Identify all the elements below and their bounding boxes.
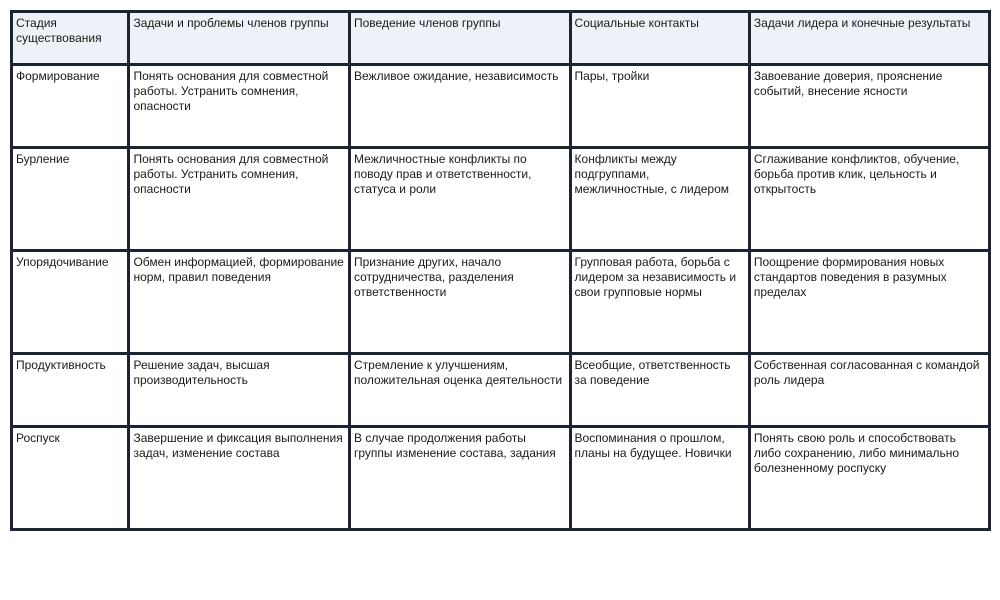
table-row <box>12 65 990 148</box>
header-row <box>12 12 990 65</box>
member-behavior-cell: Признание других, начало сотрудничества, разделения ответственности <box>350 251 571 354</box>
social-contacts-cell: Всеобщие, ответственность за поведение <box>570 354 749 427</box>
table-row <box>12 354 990 427</box>
leader-tasks-cell: Собственная согласованная с командой роль лидера <box>749 354 989 427</box>
leader-tasks-cell: Сглаживание конфликтов, обучение, борьба против клик, цельность и открытость <box>749 148 989 251</box>
member-behavior-cell: Межличностные конфликты по поводу прав и ответственности, статуса и роли <box>350 148 571 251</box>
social-contacts-cell: Воспоминания о прошлом, планы на будущее. Новички <box>570 427 749 530</box>
header-member-tasks: Задачи и проблемы членов группы <box>129 12 350 65</box>
member-tasks-cell: Завершение и фиксация выполнения задач, изменение состава <box>129 427 350 530</box>
table-row <box>12 251 990 354</box>
header-social-contacts: Социальные контакты <box>570 12 749 65</box>
member-behavior-cell: В случае продолжения работы группы изменение состава, задания <box>350 427 571 530</box>
member-tasks-cell: Обмен информацией, формирование норм, правил поведения <box>129 251 350 354</box>
member-behavior-cell: Стремление к улучшениям, положительная оценка деятельности <box>350 354 571 427</box>
table-row <box>12 427 990 530</box>
member-behavior-cell: Вежливое ожидание, независимость <box>350 65 571 148</box>
header-stage: Стадия существования <box>12 12 129 65</box>
member-tasks-cell: Понять основания для совместной работы. Устранить сомнения, опасности <box>129 65 350 148</box>
social-contacts-cell: Конфликты между подгруппами, межличностные, с лидером <box>570 148 749 251</box>
stage-cell: Бурление <box>12 148 129 251</box>
social-contacts-cell: Групповая работа, борьба с лидером за независимость и свои групповые нормы <box>570 251 749 354</box>
stage-cell: Упорядочивание <box>12 251 129 354</box>
stage-cell: Роспуск <box>12 427 129 530</box>
stage-cell: Формирование <box>12 65 129 148</box>
member-tasks-cell: Понять основания для совместной работы. Устранить сомнения, опасности <box>129 148 350 251</box>
group-stages-table <box>10 10 991 531</box>
social-contacts-cell: Пары, тройки <box>570 65 749 148</box>
table-row <box>12 148 990 251</box>
header-member-behavior: Поведение членов группы <box>350 12 571 65</box>
leader-tasks-cell: Завоевание доверия, прояснение событий, внесение ясности <box>749 65 989 148</box>
leader-tasks-cell: Поощрение формирования новых стандартов поведения в разумных пределах <box>749 251 989 354</box>
member-tasks-cell: Решение задач, высшая производительность <box>129 354 350 427</box>
leader-tasks-cell: Понять свою роль и способствовать либо сохранению, либо минимально болезненному роспуску <box>749 427 989 530</box>
header-leader-tasks: Задачи лидера и конечные результаты <box>749 12 989 65</box>
stage-cell: Продуктивность <box>12 354 129 427</box>
